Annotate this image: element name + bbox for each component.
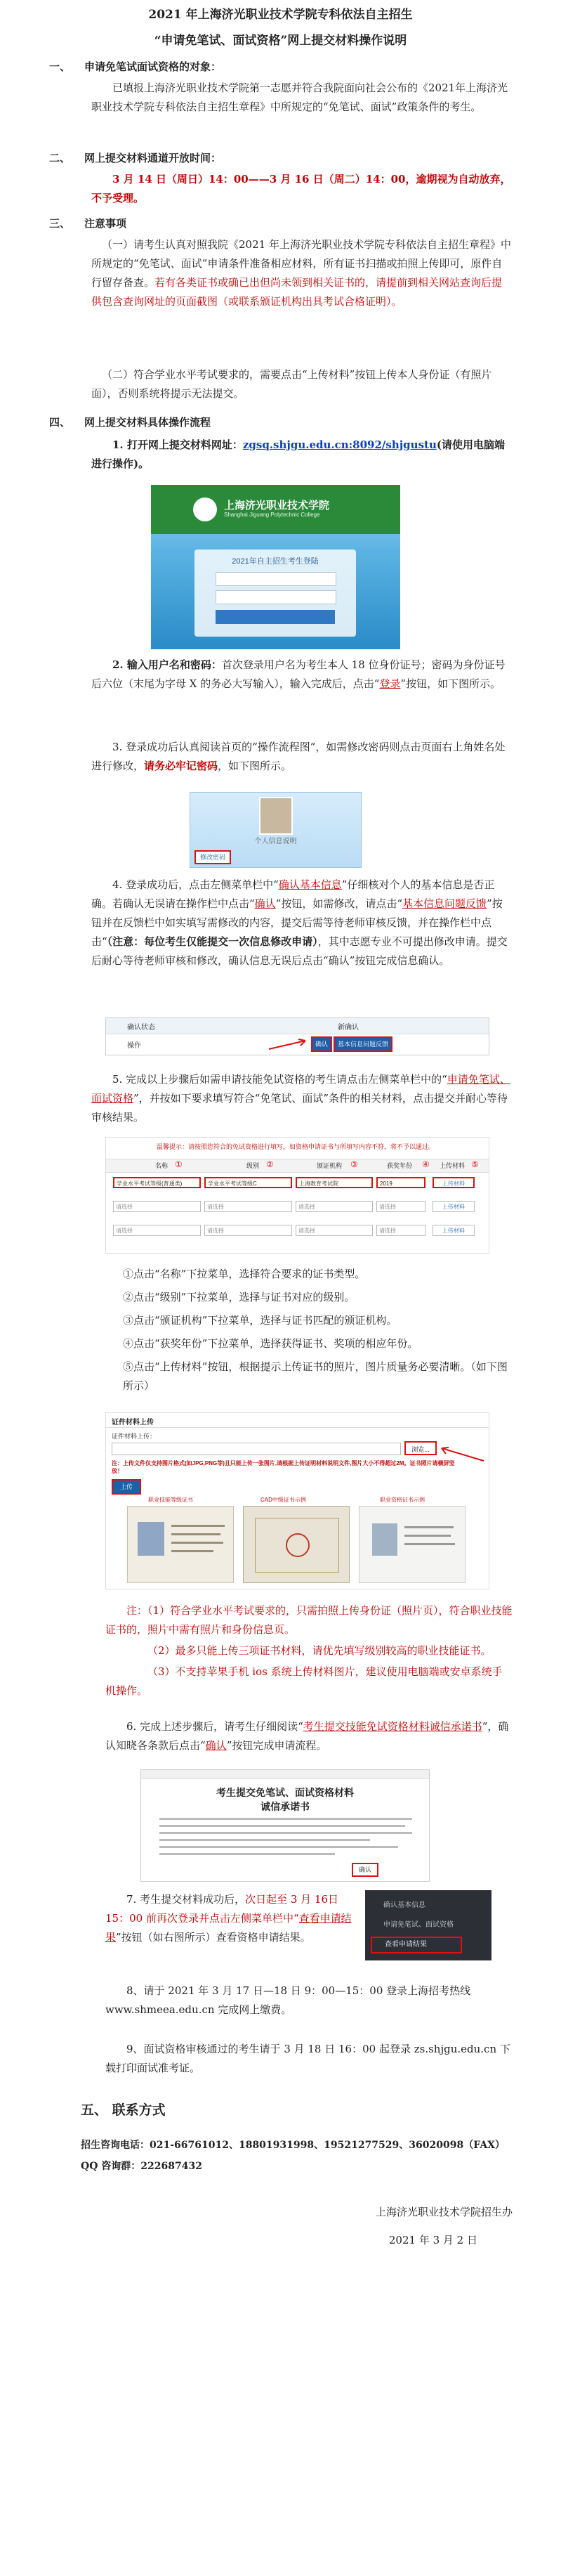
confirm-table-header	[106, 1018, 489, 1034]
promise-title-1: 考生提交免笔试、面试资格材料	[216, 1787, 354, 1798]
form-header-year: 获奖年份	[387, 1162, 413, 1169]
application-form-screenshot	[105, 1137, 489, 1254]
promise-text-line	[159, 1832, 412, 1834]
promise-title-2: 诚信承诺书	[260, 1801, 310, 1812]
step9-text: 9、面试资格审核通过的考生请于 3 月 18 日 16：00 起登录 zs.shjgu.edu.cn 下载打印面试准考证。	[105, 2043, 510, 2074]
cert-line	[404, 1535, 451, 1537]
menu-item-results[interactable]: 查看申请结果	[371, 1937, 462, 1953]
step4-text	[91, 876, 513, 970]
instruction-item-1: ①点击“名称”下拉菜单，选择符合要求的证书类型。	[123, 1268, 366, 1280]
form-header-upload: 上传材料	[440, 1162, 466, 1169]
step2-body: 首次登录用户名为考生本人 18 位身份证号；密码为身份证号后六位（末尾为字母 X 的务必大写输入），输入完成后，点击“	[91, 658, 506, 690]
step7-c: ”按钮（如右图所示）查看资格申请结果。	[116, 1931, 311, 1944]
section3-item1	[91, 235, 513, 311]
promise-text-line	[159, 1853, 335, 1855]
section2-body: 3 月 14 日（周日）14：00——3 月 16 日（周二）14：00，逾期视为自动放弃，不予受理。	[91, 173, 511, 204]
menu-screenshot	[365, 1890, 491, 1960]
step6-promise-link: 考生提交技能免试资格材料诚信承诺书	[303, 1720, 482, 1733]
step7-b: 次日起至 3 月 16日 15：00 前再次登录并点击左侧菜单栏中“	[105, 1893, 339, 1925]
contact-phone: 招生咨询电话：021-66761012、18801931998、19521277529、36020098（FAX）	[81, 2140, 506, 2151]
section1-heading: 申请免笔试面试资格的对象：	[84, 60, 222, 73]
cert-line	[171, 1525, 225, 1527]
contact-qq: QQ 咨询群：222687432	[81, 2161, 202, 2172]
profile-screenshot	[190, 792, 362, 868]
school-logo-icon	[193, 497, 217, 521]
cert-sample-2	[243, 1506, 350, 1583]
step3-remember: 请务必牢记密码	[144, 760, 218, 772]
title-line-2: “申请免笔试、面试资格”网上提交材料操作说明	[154, 34, 407, 48]
cert-label-2: CAD中级证书示例	[260, 1497, 306, 1503]
upload-note: 注：上传文件仅支持图片格式(如JPG,PNG等)且只能上传一张图片,请根据上传证明材料说明文件,图片大小不得超过2M。证书照片请横屏竖放！	[112, 1460, 455, 1474]
promise-letter-screenshot	[140, 1769, 430, 1882]
year-select[interactable]: 2019	[376, 1177, 425, 1188]
step4-a: 4. 登录成功后，点击左侧菜单栏中“	[112, 878, 279, 891]
browse-button[interactable]: 浏览...	[404, 1441, 437, 1455]
form-mark-2: ②	[266, 1159, 274, 1169]
step4-b: ”仔细核对个人的基本信息是否正确。若确认无误请在操作栏中点击“	[91, 878, 495, 910]
confirm-button[interactable]: 确认	[311, 1036, 332, 1052]
promise-text-line	[159, 1846, 398, 1848]
step2-login-link: 登录	[379, 677, 401, 690]
promise-text-line	[159, 1825, 405, 1827]
step6-text	[105, 1717, 513, 1755]
level-select-row2[interactable]: 请选择	[204, 1201, 292, 1212]
instruction-item-4: ④点击“获奖年份”下拉菜单，选择获得证书、奖项的相应年份。	[123, 1337, 418, 1350]
level-select[interactable]: 学业水平考试等级C	[204, 1177, 292, 1188]
upload-button[interactable]: 上传	[112, 1479, 141, 1495]
cert-sample-3	[359, 1506, 466, 1583]
section4-heading: 网上提交材料具体操作流程	[84, 416, 211, 429]
section2-heading: 网上提交材料通道开放时间：	[84, 152, 222, 164]
avatar	[259, 797, 293, 835]
promise-text-line	[159, 1839, 370, 1841]
issuer-select-row3[interactable]: 请选择	[296, 1225, 373, 1236]
login-school-en: Shanghai Jiguang Polytechnic College	[224, 512, 320, 518]
cert-photo-icon	[372, 1523, 397, 1556]
step2-text	[91, 656, 513, 694]
step5-b: ”，并按如下要求填写符合“免笔试、面试”条件的相关材料，点击提交并耐心等待审核结果。	[91, 1092, 508, 1124]
step5-text	[91, 1070, 513, 1127]
step6-c: ”按钮完成申请流程。	[226, 1739, 327, 1752]
cert-label-3: 职业资格证书示例	[380, 1497, 425, 1503]
operation-label: 操作	[127, 1042, 141, 1050]
section1-body: 已填报上海济光职业技术学院第一志愿并符合我院面向社会公布的《2021年上海济光职业技术学院专科依法自主招生章程》中所规定的“免笔试、面试”政策条件的考生。	[91, 82, 508, 113]
cert-line	[404, 1543, 455, 1545]
cert-label-1: 职业技能等级证书	[148, 1497, 193, 1503]
year-select-row2[interactable]: 请选择	[376, 1201, 425, 1212]
section3-item2: （二）符合学业水平考试要求的，需要点击“上传材料”按钮上传本人身份证（有照片面），否则系统将提示无法提交。	[91, 368, 492, 400]
issuer-select[interactable]: 上海教育考试院	[296, 1177, 373, 1188]
cert-photo-icon	[138, 1522, 164, 1556]
form-mark-4: ④	[422, 1159, 430, 1169]
login-username-field[interactable]	[216, 572, 336, 586]
profile-caption: 个人信息说明	[254, 838, 297, 845]
upload-title: 证件材料上传	[112, 1419, 154, 1426]
login-school-name: 上海济光职业技术学院	[224, 500, 330, 512]
section2-number: 二、	[49, 152, 71, 164]
login-screenshot	[151, 485, 400, 649]
section3-heading: 注意事项	[84, 217, 127, 230]
promise-topbar	[141, 1770, 429, 1779]
section5-heading: 五、 联系方式	[81, 2102, 166, 2118]
section3-item1-warning: 若有各类证书或确已出但尚未领到相关证书的，请提前到相关网站查询后提供包含查询网址的页面截图（或联系颁证机构出具考试合格证明）。	[91, 276, 503, 308]
confirm-new-header: 新确认	[338, 1024, 359, 1032]
step5-link: 申请免笔试、面试资格	[91, 1073, 510, 1105]
red-arrow-icon	[268, 1036, 310, 1052]
feedback-button[interactable]: 基本信息问题反馈	[334, 1036, 392, 1052]
issuer-select-row2[interactable]: 请选择	[296, 1201, 373, 1212]
menu-item-apply[interactable]: 申请免笔试、面试资格	[383, 1921, 454, 1929]
step4-c: ”按钮，如需修改，请点击“	[275, 897, 403, 910]
step7-a: 7. 考生提交材料成功后，	[126, 1893, 246, 1906]
form-mark-3: ③	[350, 1159, 358, 1169]
change-password-button[interactable]: 修改密码	[194, 850, 231, 864]
upload-subtitle: 证件材料上传：	[112, 1433, 157, 1440]
step4-confirm-link: 确认	[254, 897, 276, 910]
confirm-status-header: 确认状态	[127, 1024, 155, 1032]
note-1: 注：（1）符合学业水平考试要求的，只需拍照上传身份证（照片页），符合职业技能证书的，照片中需有照片和身份信息页。	[105, 1604, 513, 1636]
upload-material-button-row2[interactable]: 上传材料	[433, 1201, 475, 1212]
name-select-row2[interactable]: 请选择	[113, 1201, 201, 1212]
step4-d: ”按钮并在反馈栏中如实填写需修改的内容，提交后需等待老师审核反馈，并在操作栏中点击“	[91, 897, 503, 948]
step1-url-link[interactable]: zgsq.shjgu.edu.cn:8092/shjgustu	[242, 438, 437, 451]
step7-result-link: 查看申请结果	[105, 1912, 352, 1944]
name-select-row3[interactable]: 请选择	[113, 1225, 201, 1236]
form-mark-1: ①	[175, 1159, 183, 1169]
step3-text	[91, 738, 513, 776]
instruction-item-2: ②点击“级别”下拉菜单，选择与证书对应的级别。	[123, 1291, 355, 1303]
section3-item1-text: （一）请考生认真对照我院《2021 年上海济光职业技术学院专科依法自主招生章程》中所规定的“免笔试、面试”申请条件准备相应材料，所有证书扫描或拍照上传即可，原件自行留存备查。	[91, 238, 511, 289]
login-form	[194, 549, 356, 637]
instruction-item-3: ③点击“颁证机构”下拉菜单，选择与证书匹配的颁证机构。	[123, 1314, 397, 1327]
step8-text: 8、请于 2021 年 3 月 17 日—18 日 9：00—15：00 登录上海招考热线www.shmeea.edu.cn 完成网上缴费。	[105, 1984, 471, 2016]
section4-number: 四、	[49, 416, 71, 429]
cert-sample-1	[127, 1506, 234, 1583]
footer-org: 上海济光职业技术学院招生办	[375, 2206, 513, 2218]
step4-feedback-link: 基本信息问题反馈	[402, 897, 487, 910]
menu-item-basic-info[interactable]: 确认基本信息	[383, 1901, 425, 1909]
form-header-level: 级别	[246, 1162, 260, 1169]
upload-material-button-row3[interactable]: 上传材料	[433, 1225, 475, 1236]
instruction-item-5: ⑤点击“上传材料”按钮，根据提示上传证书的照片，图片质量务必要清晰。（如下图所示）	[123, 1360, 508, 1392]
step4-basic-info-link: 确认基本信息	[278, 878, 342, 891]
cert-line	[171, 1542, 223, 1544]
step3-body: 3. 登录成功后认真阅读首页的“操作流程图”，如需修改密码则点击页面右上角姓名处进行修改，	[91, 741, 506, 772]
title-line-1: 2021 年上海济光职业技术学院专科依法自主招生	[148, 8, 413, 22]
form-header-issuer: 颁证机构	[317, 1162, 343, 1169]
note-3: （3）不支持苹果手机 ios 系统上传材料图片，建议使用电脑端或安卓系统手机操作。	[105, 1665, 503, 1697]
step3-tail: ，如下图所示。	[218, 760, 292, 772]
promise-text-line	[159, 1818, 412, 1820]
step1-text	[91, 436, 513, 474]
step6-a: 6. 完成上述步骤后，请考生仔细阅读“	[126, 1720, 303, 1733]
upload-divider	[106, 1427, 489, 1428]
confirm-table-screenshot	[105, 1017, 489, 1055]
promise-confirm-button[interactable]: 确认	[352, 1863, 378, 1877]
year-select-row3[interactable]: 请选择	[376, 1225, 425, 1236]
level-select-row3[interactable]: 请选择	[204, 1225, 292, 1236]
step5-a: 5. 完成以上步骤后如需申请技能免试资格的考生请点击左侧菜单栏中的“	[112, 1073, 447, 1086]
step4-note: （注意：每位考生仅能提交一次信息修改申请）	[107, 935, 318, 948]
footer-date: 2021 年 3 月 2 日	[388, 2234, 477, 2246]
seal-icon	[286, 1533, 310, 1557]
note-2: （2）最多只能上传三项证书材料，请优先填写级别较高的职业技能证书。	[147, 1644, 491, 1657]
upload-dialog-screenshot	[105, 1412, 489, 1589]
step2-tail: ”按钮，如下图所示。	[400, 677, 501, 690]
step1-label: 1. 打开网上提交材料网址：	[112, 438, 243, 451]
name-select[interactable]: 学业水平考试等级(普通类)	[113, 1177, 201, 1188]
upload-material-button[interactable]: 上传材料	[433, 1177, 475, 1188]
step2-label: 2. 输入用户名和密码：	[112, 658, 222, 671]
step6-b: ”，确认知晓各条款后点击“	[105, 1720, 509, 1752]
form-header-name: 名称	[155, 1162, 169, 1169]
step7-text	[105, 1890, 358, 1947]
step1-tail: (请使用电脑端进行操作)。	[91, 438, 505, 470]
login-password-field[interactable]	[216, 590, 336, 604]
cert-line	[171, 1550, 213, 1552]
cert-line	[404, 1526, 454, 1528]
section3-number: 三、	[49, 217, 71, 230]
step4-f: ，其中志愿专业不可提出修改申请。提交后耐心等待老师审核和修改，确认信息无误后点击“确认”按钮完成信息确认。	[91, 935, 508, 967]
file-path-field[interactable]	[112, 1443, 401, 1455]
form-warning: 温馨提示：请按照您符合的免试资格进行填写，如资格申请证书与所填写内容不符，将不予以通过。	[156, 1143, 435, 1150]
login-submit-button[interactable]	[216, 610, 335, 624]
form-mark-5: ⑤	[471, 1159, 479, 1169]
cert-line	[171, 1533, 220, 1535]
login-form-title: 2021年自主招生考生登陆	[232, 557, 319, 566]
step6-confirm-link: 确认	[205, 1739, 227, 1752]
section1-number: 一、	[49, 60, 71, 73]
